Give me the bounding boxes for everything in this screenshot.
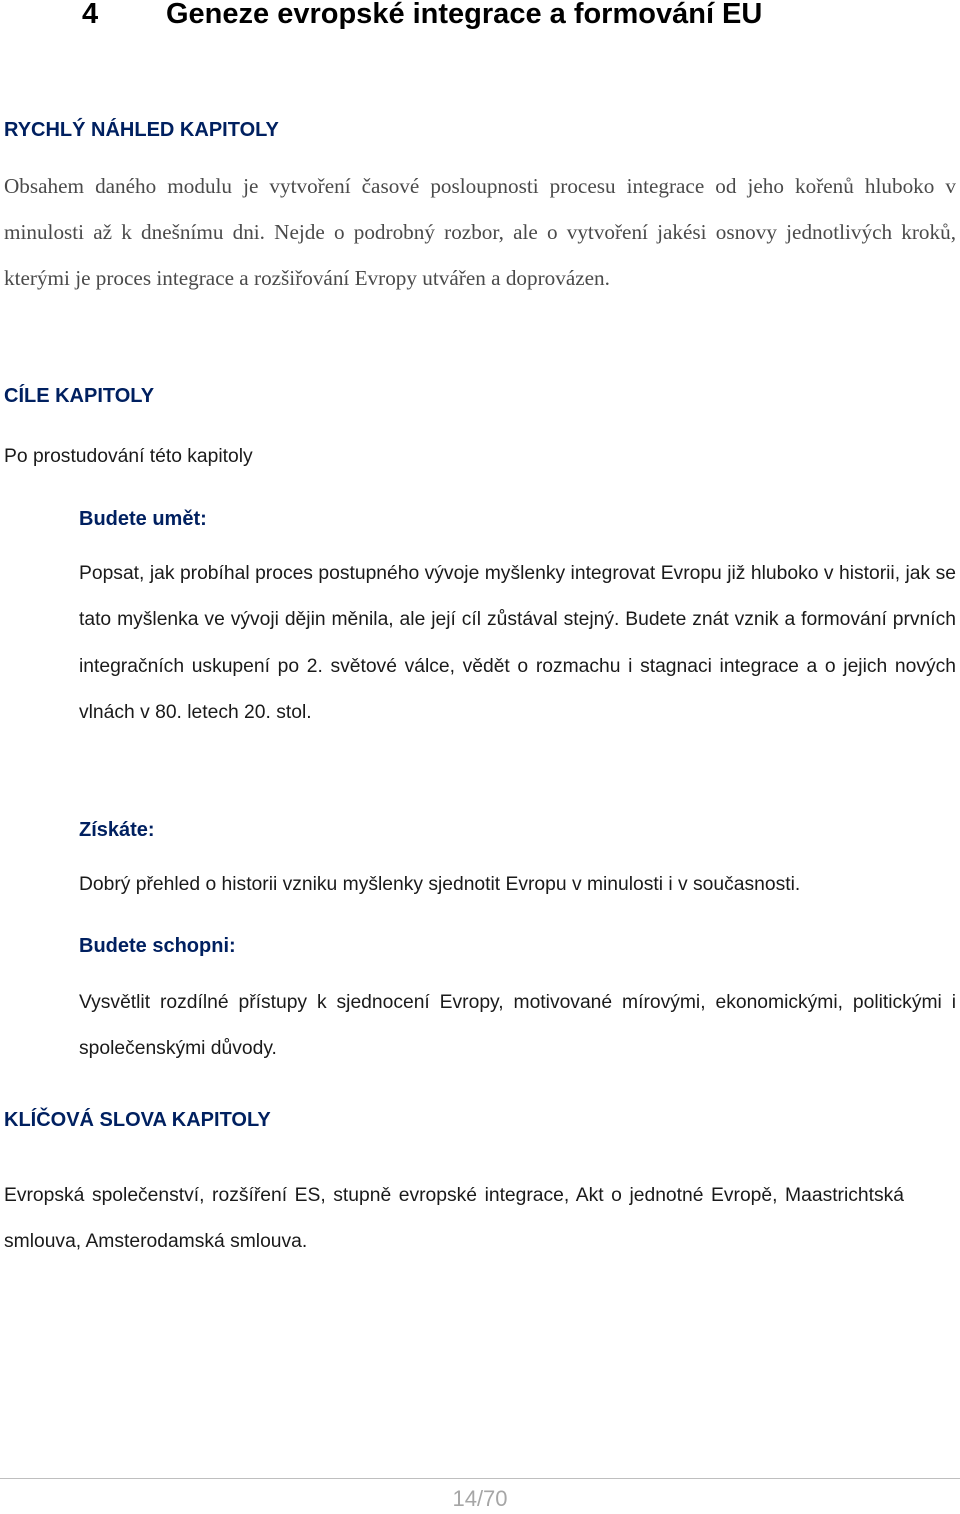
keywords-text: Evropská společenství, rozšíření ES, stupně evropské integrace, Akt o jednotné Evropě, Maastrichtská smlouva, Amsterodamská smlouva. bbox=[4, 1185, 904, 1253]
chapter-number: 4 bbox=[82, 0, 99, 30]
able-text: Vysvětlit rozdílné přístupy k sjednocení Evropy, motivované mírovými, ekonomickými, politickými i společenskými důvody. bbox=[79, 992, 956, 1060]
able-heading: Budete schopni: bbox=[79, 935, 236, 957]
goals-intro: Po prostudování této kapitoly bbox=[4, 446, 253, 467]
keywords-heading: KLÍČOVÁ SLOVA KAPITOLY bbox=[4, 1109, 271, 1131]
skills-heading: Budete umět: bbox=[79, 508, 207, 530]
goals-heading: CÍLE KAPITOLY bbox=[4, 385, 155, 407]
page-number: 14/70 bbox=[452, 1486, 508, 1511]
skills-text: Popsat, jak probíhal proces postupného vývoje myšlenky integrovat Evropu již hluboko v historii, jak se tato myšlenka ve vývoji dějin měnila, ale její cíl zůstával stejný. Budete znát vznik a formování prvních integračních uskupení po 2. světové válce, vědět o rozmachu i stagnaci integrace a o jejich nových vlnách v 80. letech 20. stol. bbox=[79, 563, 956, 723]
gain-heading: Získáte: bbox=[79, 819, 155, 841]
preview-heading: RYCHLÝ NÁHLED KAPITOLY bbox=[4, 119, 279, 141]
footer-divider bbox=[0, 1478, 960, 1479]
preview-text: Obsahem daného modulu je vytvoření časové posloupnosti procesu integrace od jeho kořenů hluboko v minulosti až k dnešnímu dni. Nejde o podrobný rozbor, ale o vytvoření jakési osnovy jednotlivých kroků, kterými je proces integrace a rozšiřování Evropy utvářen a doprovázen. bbox=[4, 174, 956, 290]
chapter-title-text: Geneze evropské integrace a formování EU bbox=[166, 0, 763, 30]
gain-text: Dobrý přehled o historii vzniku myšlenky sjednotit Evropu v minulosti i v současnosti. bbox=[79, 874, 801, 895]
